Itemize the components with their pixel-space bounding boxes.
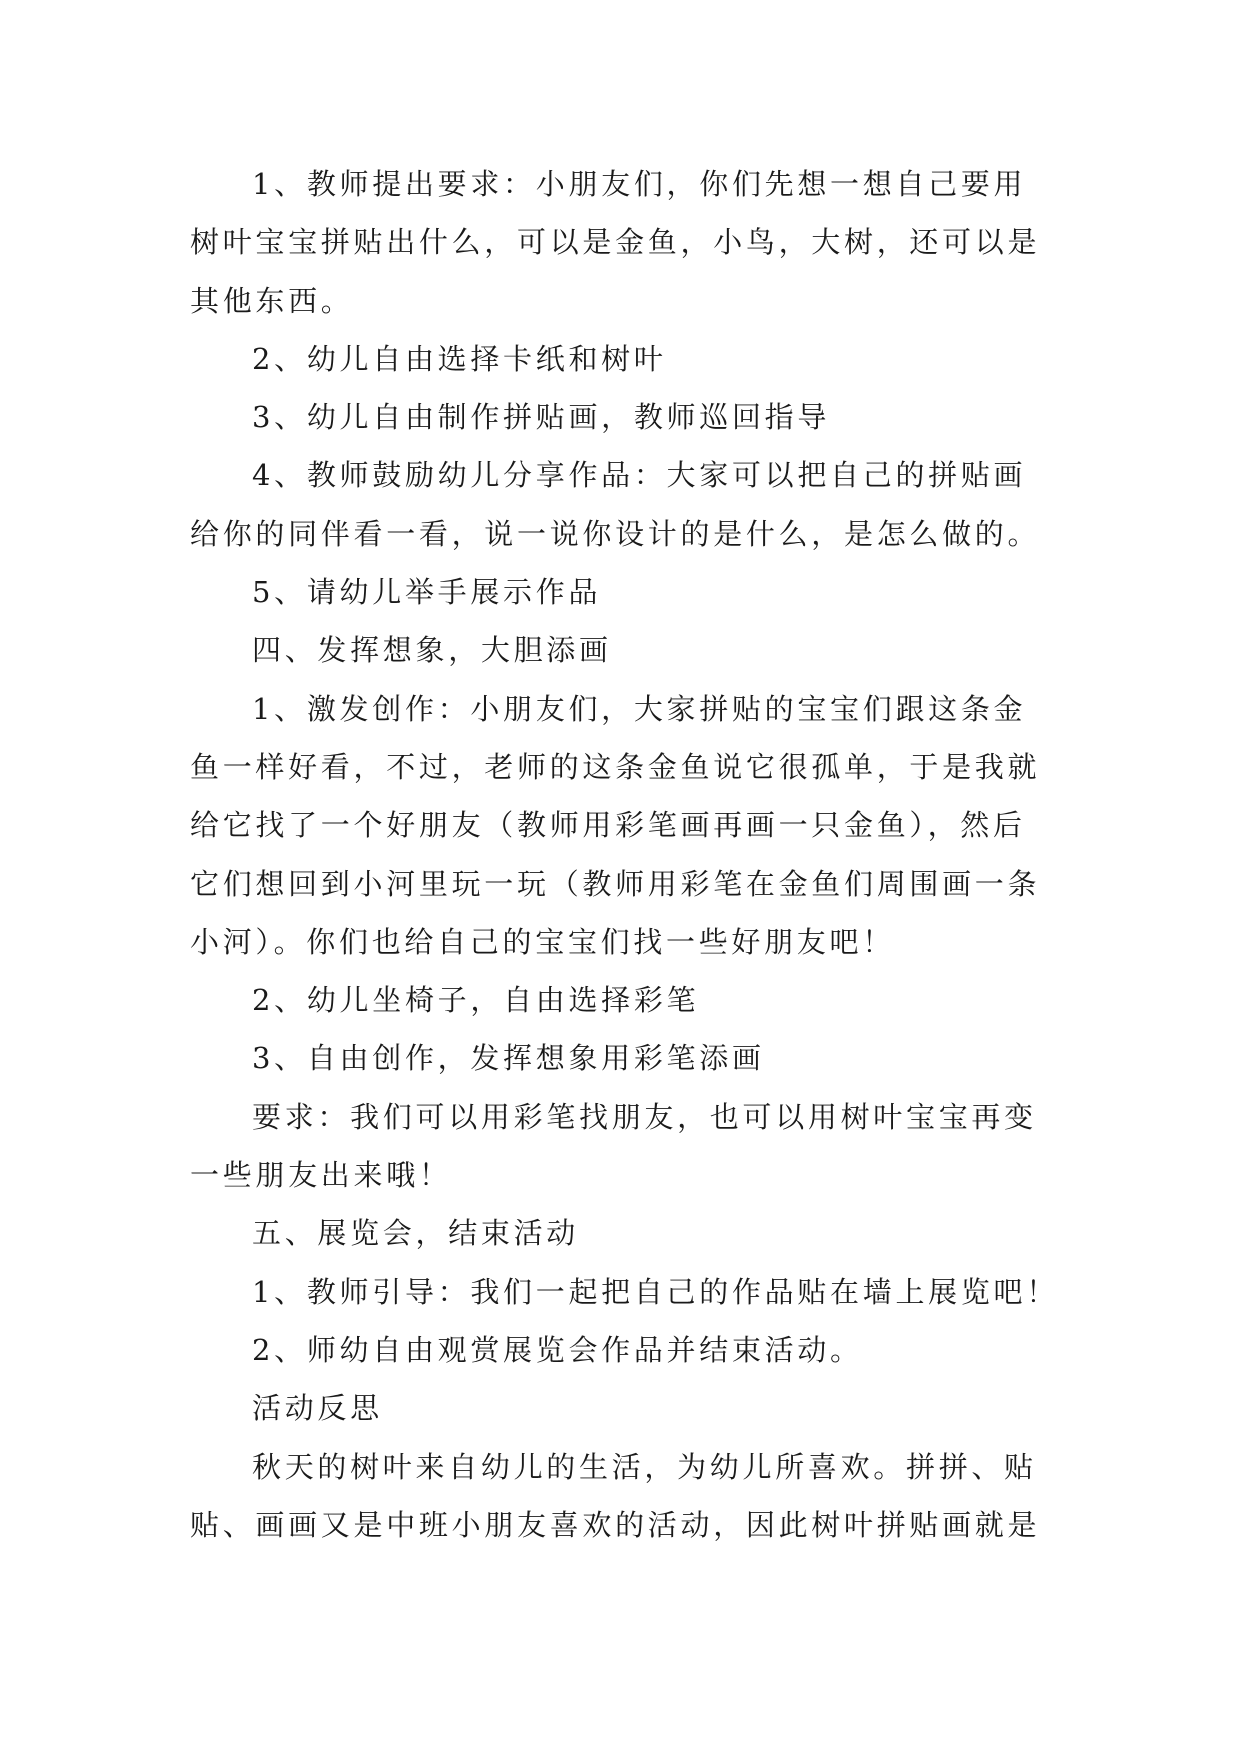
text-line: 2、师幼自由观赏展览会作品并结束活动。: [252, 1332, 863, 1367]
section-heading: 四、发挥想象，大胆添画: [252, 633, 612, 668]
text-line: 5、请幼儿举手展示作品: [252, 575, 602, 610]
text-line: 贴、画画又是中班小朋友喜欢的活动，因此树叶拼贴画就是: [190, 1507, 1041, 1542]
text-line: 1、教师提出要求：小朋友们，你们先想一想自己要用: [252, 167, 1027, 201]
text-line: 3、幼儿自由制作拼贴画，教师巡回指导: [252, 400, 831, 435]
document-body: [190, 155, 1062, 1554]
text-line: 它们想回到小河里玩一玩（教师用彩笔在金鱼们周围画一条: [190, 866, 1041, 901]
text-line: 其他东西。: [190, 283, 354, 318]
text-line: 2、幼儿坐椅子，自由选择彩笔: [252, 983, 700, 1018]
text-line: 鱼一样好看，不过，老师的这条金鱼说它很孤单，于是我就: [190, 749, 1041, 784]
section-heading: 五、展览会，结束活动: [252, 1216, 580, 1251]
text-line: 小河）。你们也给自己的宝宝们找一些好朋友吧！: [190, 924, 895, 959]
section-heading: 活动反思: [252, 1391, 383, 1426]
text-line: 3、自由创作，发挥想象用彩笔添画: [252, 1041, 765, 1076]
text-line: 2、幼儿自由选择卡纸和树叶: [252, 341, 667, 376]
text-line: 4、教师鼓励幼儿分享作品：大家可以把自己的拼贴画: [252, 458, 1027, 493]
text-line: 要求：我们可以用彩笔找朋友，也可以用树叶宝宝再变: [252, 1099, 1037, 1134]
text-line: 1、激发创作：小朋友们，大家拼贴的宝宝们跟这条金: [252, 691, 1027, 726]
text-line: 一些朋友出来哦！: [190, 1158, 452, 1193]
text-line: 给你的同伴看一看，说一说你设计的是什么，是怎么做的。: [190, 516, 1041, 551]
text-line: 1、教师引导：我们一起把自己的作品贴在墙上展览吧！: [252, 1274, 1059, 1309]
text-line: 给它找了一个好朋友（教师用彩笔画再画一只金鱼），然后: [190, 808, 1026, 843]
text-line: 秋天的树叶来自幼儿的生活，为幼儿所喜欢。拼拼、贴: [252, 1449, 1037, 1484]
text-line: 树叶宝宝拼贴出什么，可以是金鱼，小鸟，大树，还可以是: [190, 225, 1041, 260]
